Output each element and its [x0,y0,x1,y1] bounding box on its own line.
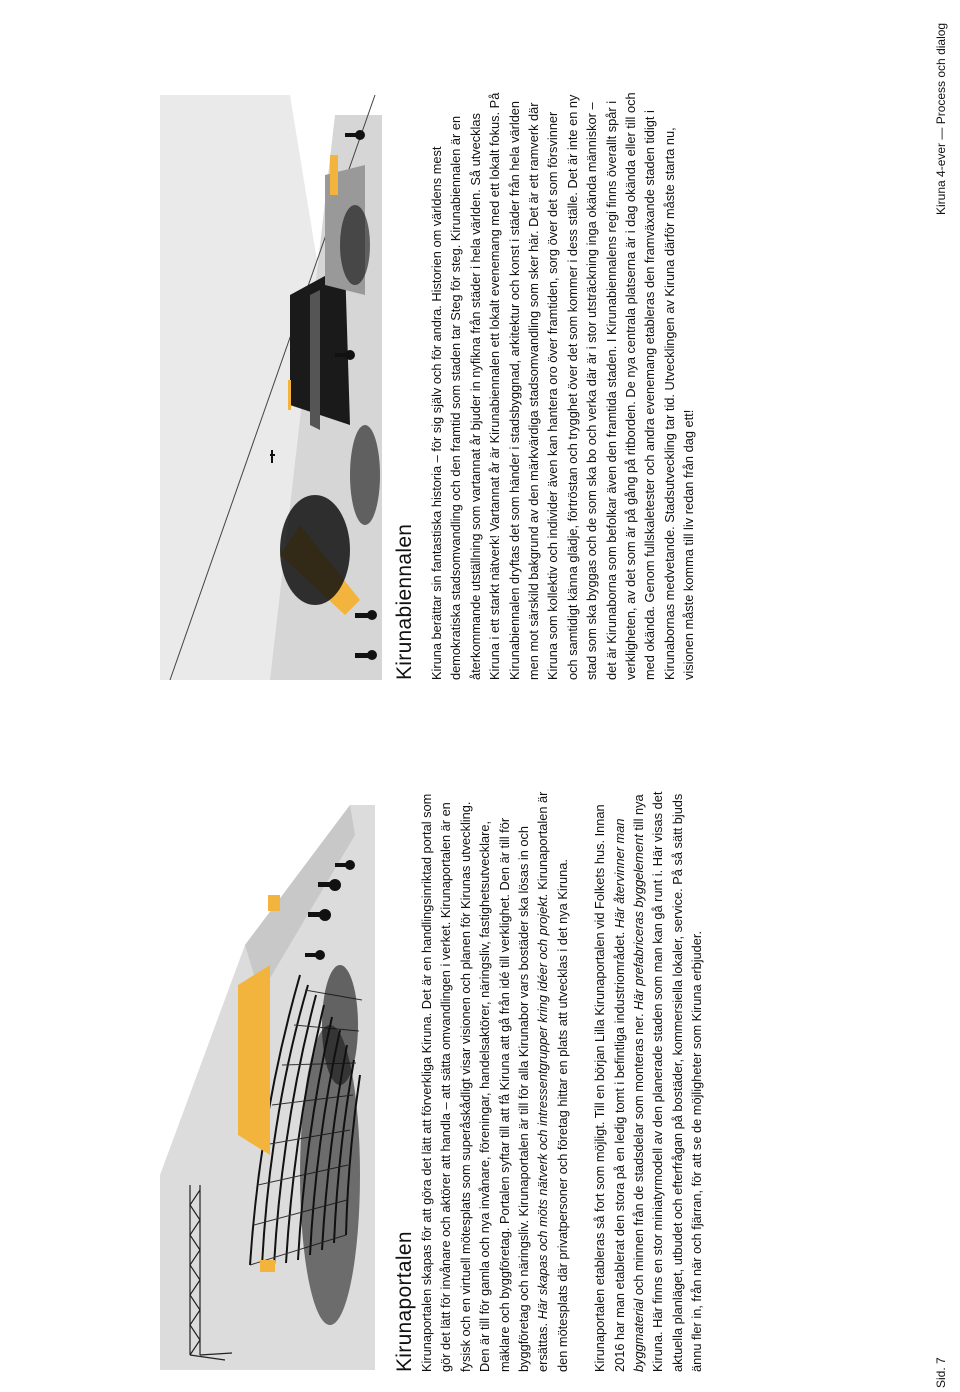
running-header: Kiruna 4-ever — Process och dialog [934,22,948,215]
biennalen-paragraph-1: Kiruna berättar sin fantastiska historia – för sig själv och för andra. Historien om världens mest demokratiska stadsomvandling och den framtid som staden tar Steg för steg. Kirunabiennalen är en återkommande utställning som vartannat år bjuder in nyfikna från städer i hela världen. Så utvecklas Kiruna i ett starkt nätverk! Vartannat år är Kirunabiennalen ett lokalt evenemang med ett lokalt fokus. På Kirunabiennalen dryftas det som händer i stadsbyggnad, arkitektur och konst i städer från hela världen men mot särskild bakgrund av den märkvärdiga stadsomvandling som sker här. Det är ett ramverk där Kiruna som kollektiv och individer även kan hantera oro över framtiden, sorg över det som försvinner och samtidigt känna glädje, förtröstan och trygghet över det som kommer i dess ställe. Det är inte en ny stad som ska byggas och de som ska bo och verka där är i stor utsträckning inga okända människor – det är Kirunaborna som befolkar även den framtida staden. I Kirunabiennalens regi finns överallt spår i verkligheten, av det som är på gång på ritborden. De nya centrala platserna är i dag okända eller till och med okända. Genom fullskaletester och andra evenemang etableras den framväxande staden tidigt i Kirunabornas medvetande. Stadsutveckling tar tid. Utvecklingen av Kiruna därför måste starta nu, visionen måste komma till liv redan från dag ett! [429,92,697,680]
portalen-paragraph-1: Kirunaportalen skapas för att göra det lätt att förverkliga Kiruna. Det är en handlingsinriktad portal som gör det lätt för invånare och aktörer att handla – att sätta omvandlingen i verket. Kirunaportalen är en fysisk och en virtuell mötesplats som superåskådligt visar visionen och planen för Kirunas utveckling. Den är till för gamla och nya invånare, föreningar, handelsaktörer, näringsliv, fastighetsutvecklare, mäklare och byggföretag. Portalen syftar till att få Kiruna att gå från idé till verklighet. Den är till för byggföretag och näringsliv. Kirunaportalen är till för alla Kirunabor vars bostäder ska lösas in och ersättas. Här skapas och möts nätverk och intressentgrupper kring idéer och projekt. Kirunaportalen är den mötesplats där privatpersoner och företag hittar en plats att utvecklas i det nya Kiruna. [419,791,570,1372]
biennalen-title: Kirunabiennalen [393,523,416,680]
page-number: Sid. 7 [934,1357,948,1388]
biennalen-body [427,90,699,680]
portalen-illustration [150,795,382,1370]
portalen-paragraph-2: Kirunaportalen etableras så fort som möjligt. Till en början Lilla Kirunaportalen vid Folkets hus. Innan 2016 har man etablerat den stora på en ledig tomt i befintliga industriområdet. Här återvinner man byggmaterial och minnen från de stadsdelar som monteras ner. Här prefabriceras byggelement till nya Kiruna. Här finns en stor miniatyrmodell av den planerade staden som man kan gå runt i. Här visas det aktuella planläget, utbudet och efterfrågan på bostäder, kommersiella lokaler, service. På så sätt bjuds ännu fler in, från när och fjärran, för att se de möjligheter som Kiruna erbjuder. [592,791,705,1372]
portalen-title: Kirunaportalen [393,1231,416,1372]
portalen-body [417,786,707,1372]
biennalen-illustration [150,95,382,680]
